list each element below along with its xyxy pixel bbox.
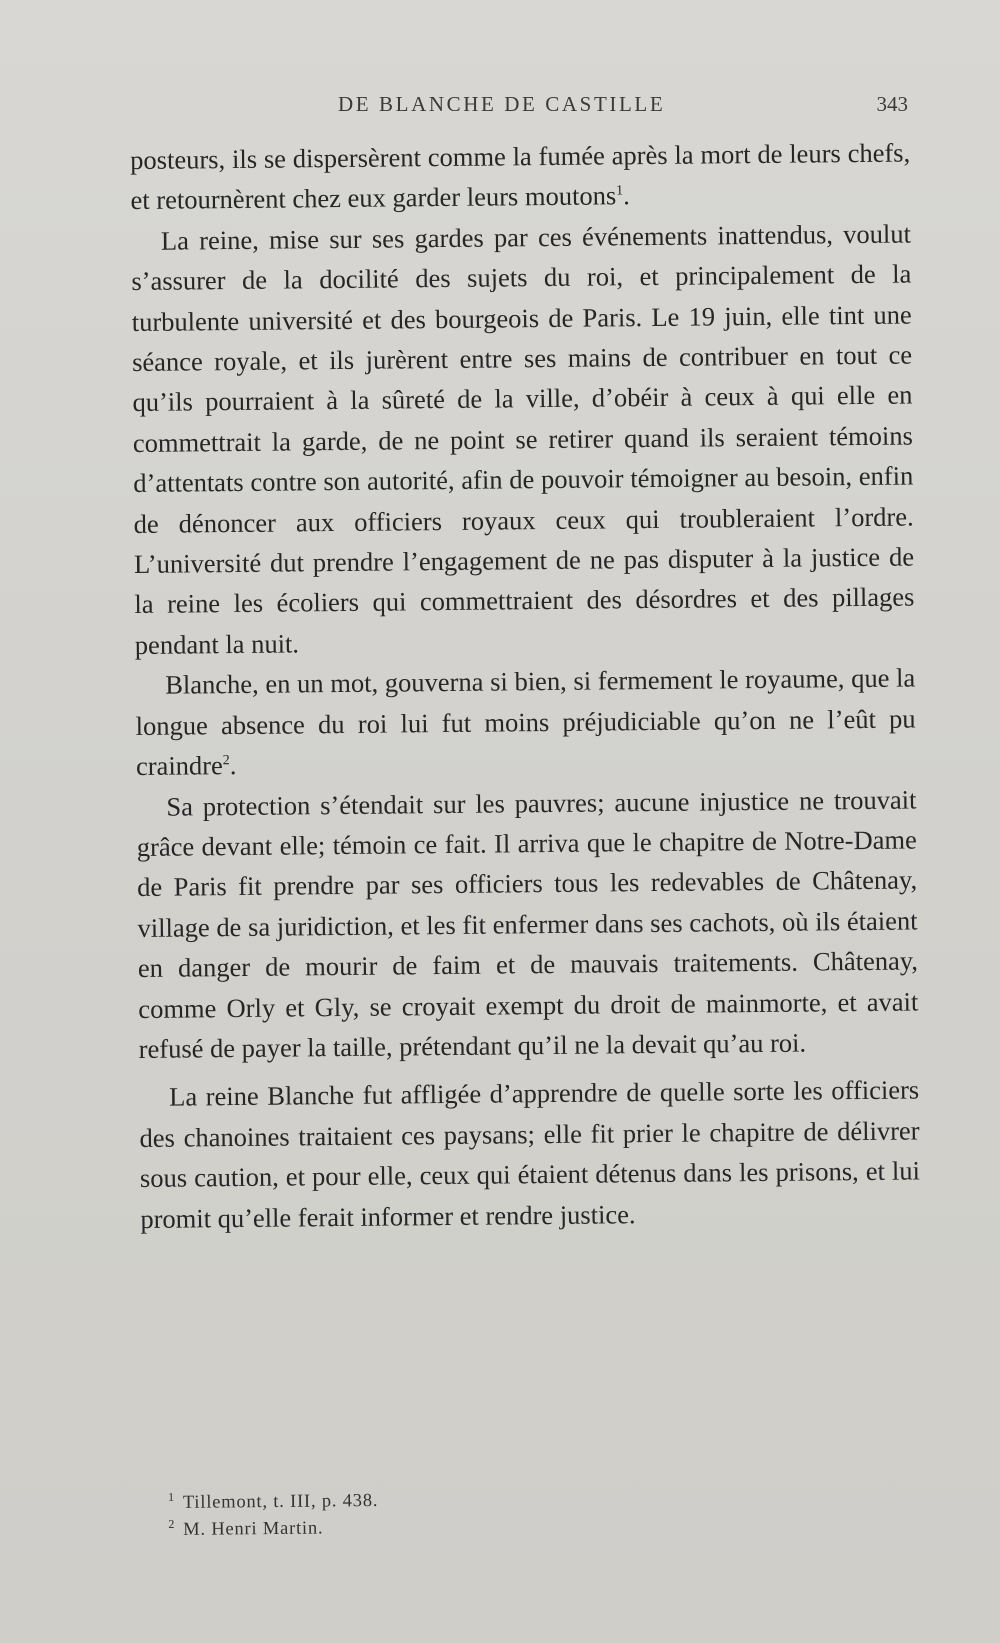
paragraph-2 <box>131 213 915 665</box>
body-text <box>130 133 921 1239</box>
paragraph-5 <box>139 1070 921 1239</box>
footnote-reference: 1 <box>616 183 624 199</box>
paragraph-3 <box>135 658 916 787</box>
paragraph-text: Blanche, en un mot, gouverna si bien, si fermement le royaume, que la longue absence du roi lui fut moins préjudiciable qu’on ne l’eût pu craindre <box>135 662 916 782</box>
footnote-text: Tillemont, t. III, p. 438. <box>182 1490 379 1513</box>
paragraph-tail: . <box>623 180 630 211</box>
page-header <box>130 92 910 126</box>
paragraph-text: La reine, mise sur ses gardes par ces événements inattendus, voulut s’assurer de la docilité des sujets du roi, et principalement de la turbulente université et des bourgeois de Paris. Le 19 juin, elle tint une séance royale, et ils jurèrent entre ses mains de contribuer en tout ce qu’ils pourraient à la sûreté de la ville, d’obéir à ceux à qui elle en commettrait la garde, de ne point se retirer quand ils seraient témoins d’attentats contre son autorité, afin de pouvoir témoigner au besoin, enfin de dénoncer aux officiers royaux ceux qui troubleraient l’ordre. L’université dut prendre l’engagement de ne pas disputer à la justice de la reine les écoliers qui commettraient des désordres et des pillages pendant la nuit. <box>131 218 915 660</box>
footnote-2 <box>168 1511 768 1544</box>
paragraph-text: Sa protection s’étendait sur les pauvres; aucune injustice ne trouvait grâce devant elle; témoin ce fait. Il arriva que le chapitre de Notre-Dame de Paris fit prendre par ses officiers tous les redevables de Châtenay, village de sa juridiction, et les fit enfermer dans ses cachots, où ils étaient en danger de mourir de faim et de mauvais traitements. Châtenay, comme Orly et Gly, se croyait exempt du droit de mainmorte, et avait refusé de payer la taille, prétendant qu’il ne la devait qu’au roi. <box>136 783 919 1064</box>
footnote-text: M. Henri Martin. <box>183 1518 324 1540</box>
footnote-mark: 1 <box>167 1489 175 1504</box>
footnote-reference: 2 <box>222 753 230 769</box>
running-title: DE BLANCHE DE CASTILLE <box>338 92 666 116</box>
paragraph-text: posteurs, ils se dispersèrent comme la fumée après la mort de leurs chefs, et retournèrent chez eux garder leurs moutons <box>130 137 911 216</box>
paragraph-tail: . <box>229 750 237 781</box>
footnote-mark: 2 <box>168 1516 176 1531</box>
paragraph-text: La reine Blanche fut affligée d’apprendre de quelle sorte les officiers des chanoines traitaient ces paysans; elle fit prier le chapitre de délivrer sous caution, et pour elle, ceux qui étaient détenus dans les prisons, et lui promit qu’elle ferait informer et rendre justice. <box>139 1074 921 1234</box>
paragraph-4 <box>136 779 919 1069</box>
page-number: 343 <box>876 92 908 116</box>
paragraph-1 <box>130 133 911 221</box>
footnotes <box>168 1484 768 1544</box>
